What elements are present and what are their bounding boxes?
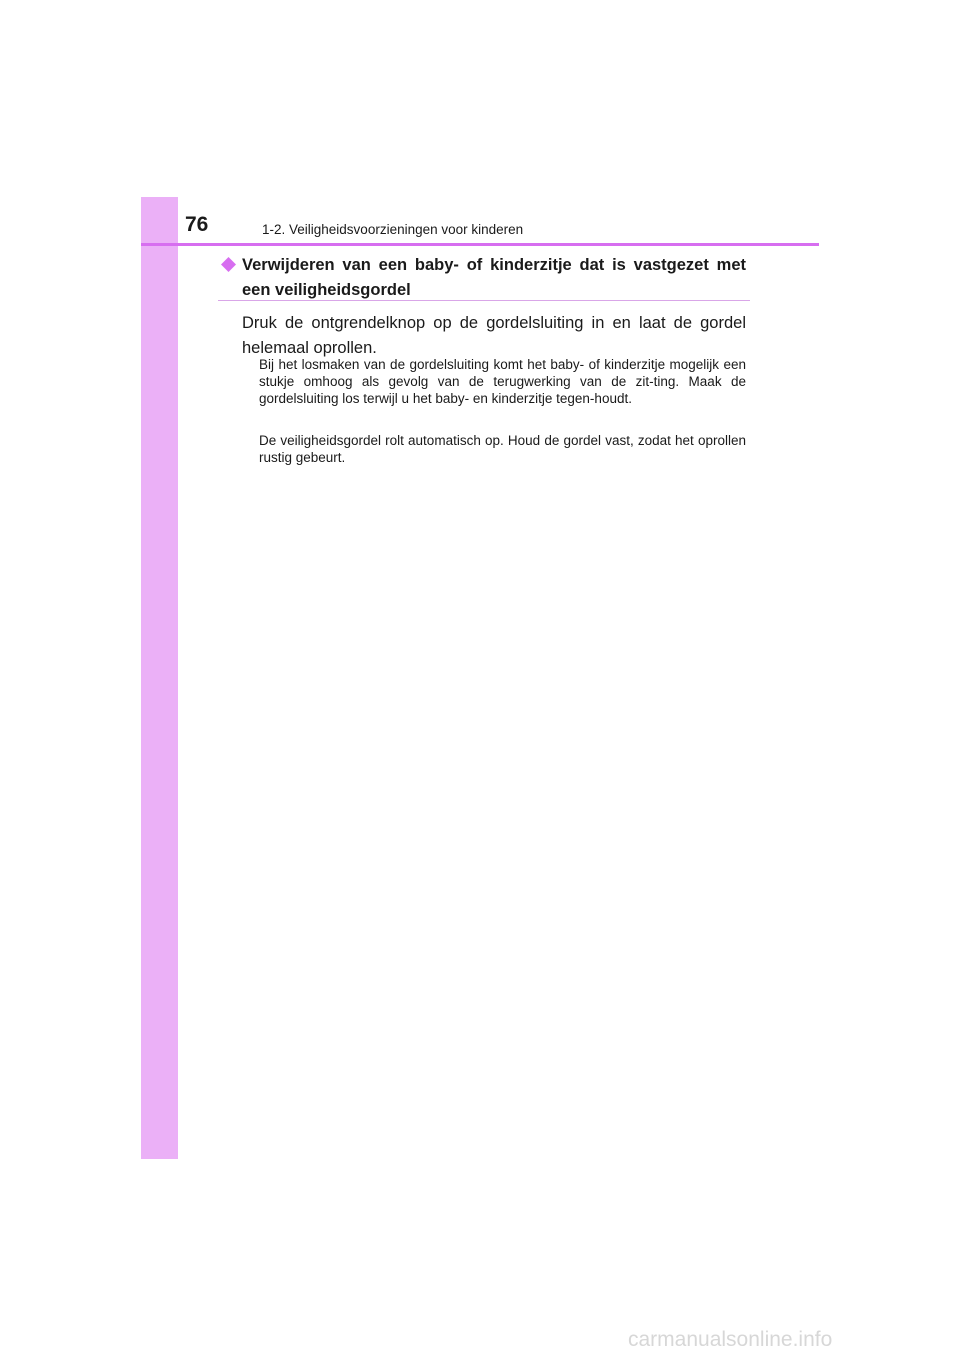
note-paragraph: Bij het losmaken van de gordelsluiting komt het baby- of kinderzitje mogelijk een stukje omhoog als gevolg van de terugwerking van de zit-ting. Maak de gordelsluiting los terwijl u het baby- en kinderzitje tegen-houdt. [259,357,746,406]
section-heading: Verwijderen van een baby- of kinderzitje dat is vastgezet met een veiligheidsgordel [242,256,746,299]
side-tab-band [141,197,178,1159]
instruction-text: Druk de ontgrendelknop op de gordelsluiting in en laat de gordel helemaal oprollen. [242,314,746,357]
note-paragraph: De veiligheidsgordel rolt automatisch op. Houd de gordel vast, zodat het oprollen rustig gebeurt. [259,433,746,465]
watermark: carmanualsonline.info [628,1328,833,1351]
page-number: 76 [185,213,209,236]
section-title: 1-2. Veiligheidsvoorzieningen voor kinderen [262,222,524,237]
heading-rule [218,300,750,301]
header-rule [141,243,819,246]
diamond-bullet-icon [221,257,236,272]
